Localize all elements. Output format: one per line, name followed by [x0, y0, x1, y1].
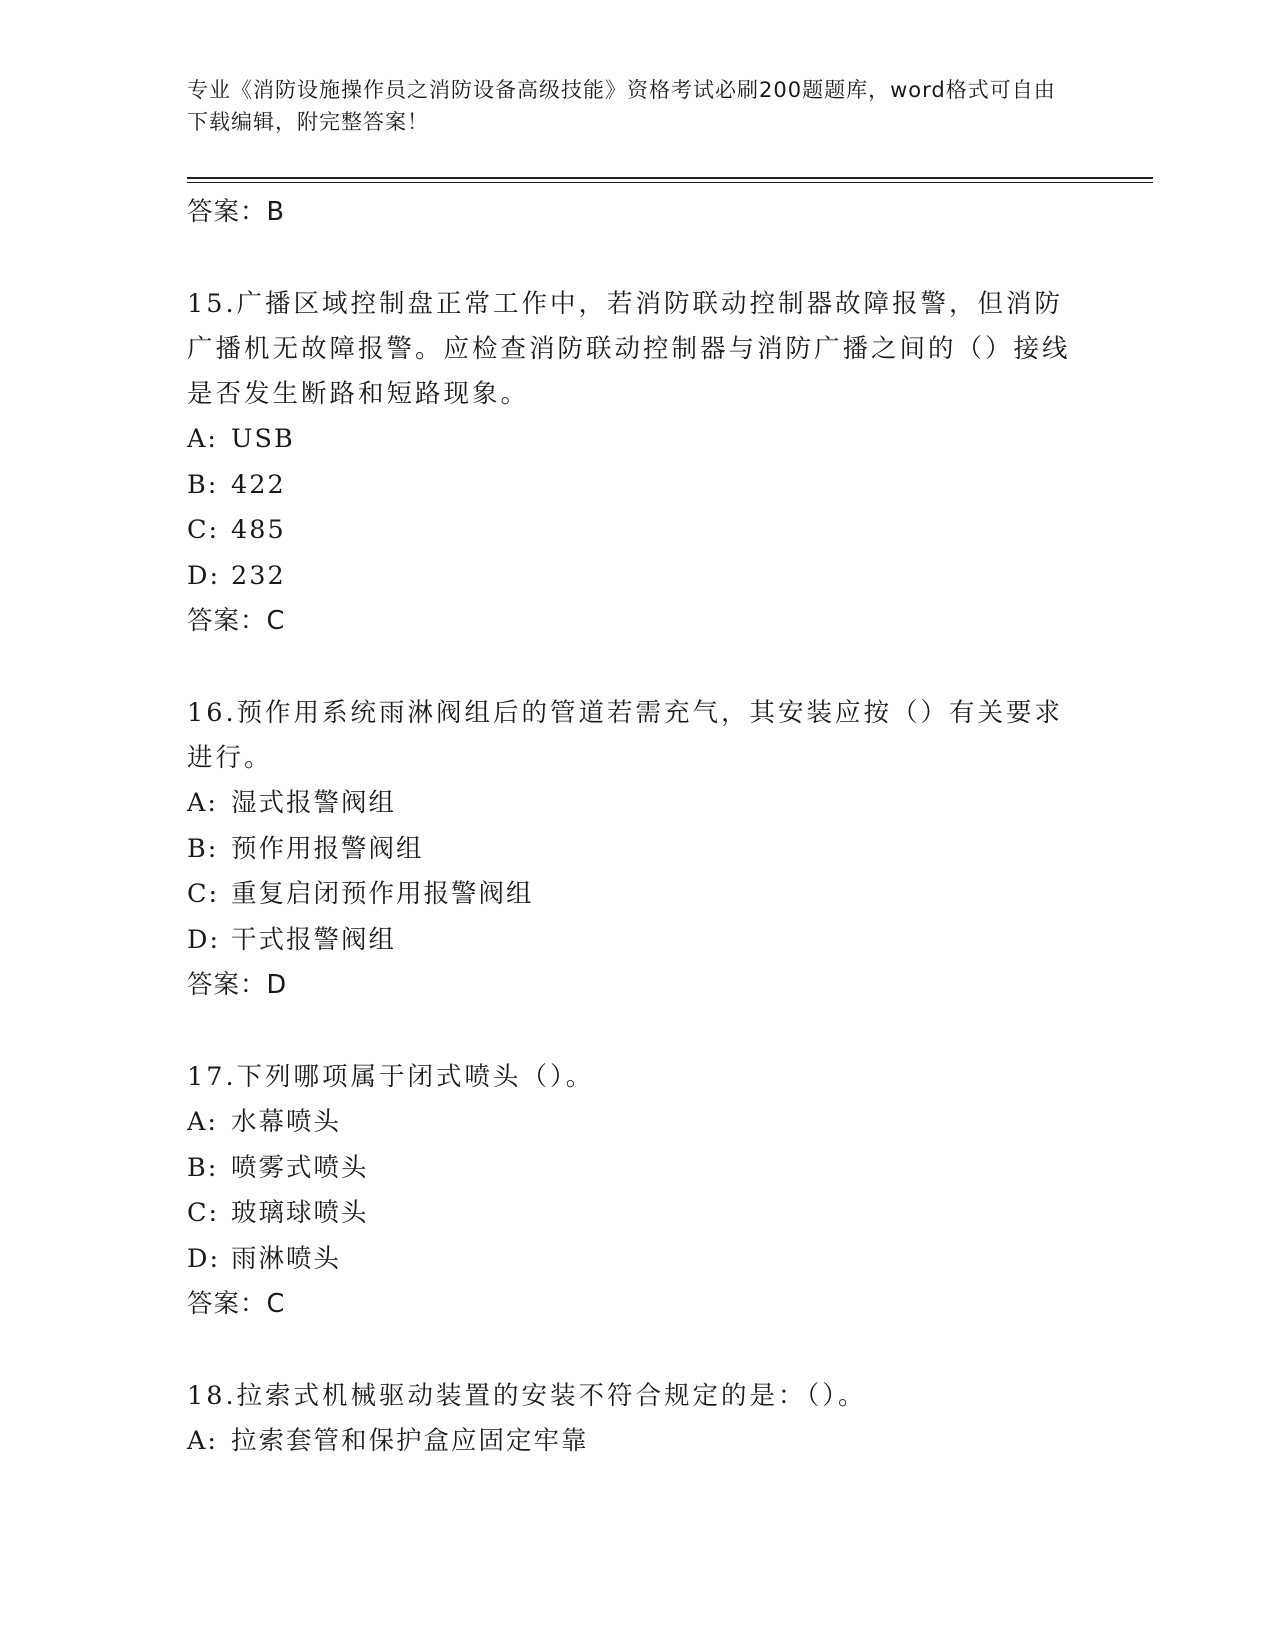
option-c [187, 872, 1077, 918]
option-letter: B: [187, 469, 219, 500]
option-c [187, 1191, 1077, 1237]
option-d [187, 918, 1077, 964]
option-letter: C: [187, 1198, 220, 1228]
option-text: 干式报警阀组 [231, 924, 397, 955]
option-c [187, 508, 1077, 554]
option-text: USB [231, 424, 295, 454]
option-letter: A: [187, 1107, 219, 1137]
option-a [187, 781, 1077, 827]
option-letter: A: [187, 424, 219, 454]
answer-line: 答案：C [187, 1289, 286, 1319]
question-text: 17.下列哪项属于闭式喷头（）。 [187, 1062, 595, 1092]
option-letter: B: [187, 833, 219, 864]
option-a [187, 1419, 1077, 1465]
header-rule-thin [187, 182, 1153, 183]
option-letter: C: [187, 515, 220, 545]
option-letter: D: [187, 924, 221, 955]
option-letter: D: [187, 1243, 221, 1274]
question-text: 15.广播区域控制盘正常工作中，若消防联动控制器故障报警，但消防广播机无故障报警。应检查消防联动控制器与消防广播之间的（）接线是否发生断路和短路现象。 [187, 289, 1071, 409]
option-a [187, 417, 1077, 463]
option-text: 玻璃球喷头 [231, 1198, 369, 1228]
option-letter: A: [187, 788, 219, 818]
question-text: 16.预作用系统雨淋阀组后的管道若需充气，其安装应按（）有关要求进行。 [187, 698, 1064, 773]
answer-line: 答案：D [187, 970, 288, 1000]
option-text: 422 [231, 469, 286, 500]
option-b [187, 827, 1077, 873]
document-body [187, 190, 1077, 1465]
option-text: 485 [231, 515, 286, 545]
question-block [187, 691, 1077, 1007]
answer-line: 答案：B [187, 197, 285, 227]
option-b [187, 1146, 1077, 1192]
question-block [187, 282, 1077, 643]
page-header: 专业《消防设施操作员之消防设备高级技能》资格考试必刷200题题库，word格式可自由下载编辑，附完整答案！ [187, 78, 1056, 134]
option-d [187, 554, 1077, 600]
option-text: 重复启闭预作用报警阀组 [231, 879, 534, 909]
option-letter: B: [187, 1152, 219, 1183]
option-text: 拉索套管和保护盒应固定牢靠 [231, 1426, 589, 1456]
option-d [187, 1237, 1077, 1283]
option-text: 雨淋喷头 [231, 1243, 342, 1274]
header-rule-thick [187, 177, 1153, 179]
question-block [187, 1055, 1077, 1326]
option-text: 水幕喷头 [231, 1107, 342, 1137]
option-letter: D: [187, 560, 221, 591]
question-block [187, 1374, 1077, 1465]
option-letter: C: [187, 879, 220, 909]
option-text: 预作用报警阀组 [231, 833, 424, 864]
option-b [187, 463, 1077, 509]
option-a [187, 1100, 1077, 1146]
answer-line: 答案：C [187, 606, 286, 636]
option-text: 232 [231, 560, 286, 591]
option-text: 喷雾式喷头 [231, 1152, 369, 1183]
option-text: 湿式报警阀组 [231, 788, 397, 818]
option-letter: A: [187, 1426, 219, 1456]
question-text: 18.拉索式机械驱动装置的安装不符合规定的是：（）。 [187, 1381, 867, 1411]
